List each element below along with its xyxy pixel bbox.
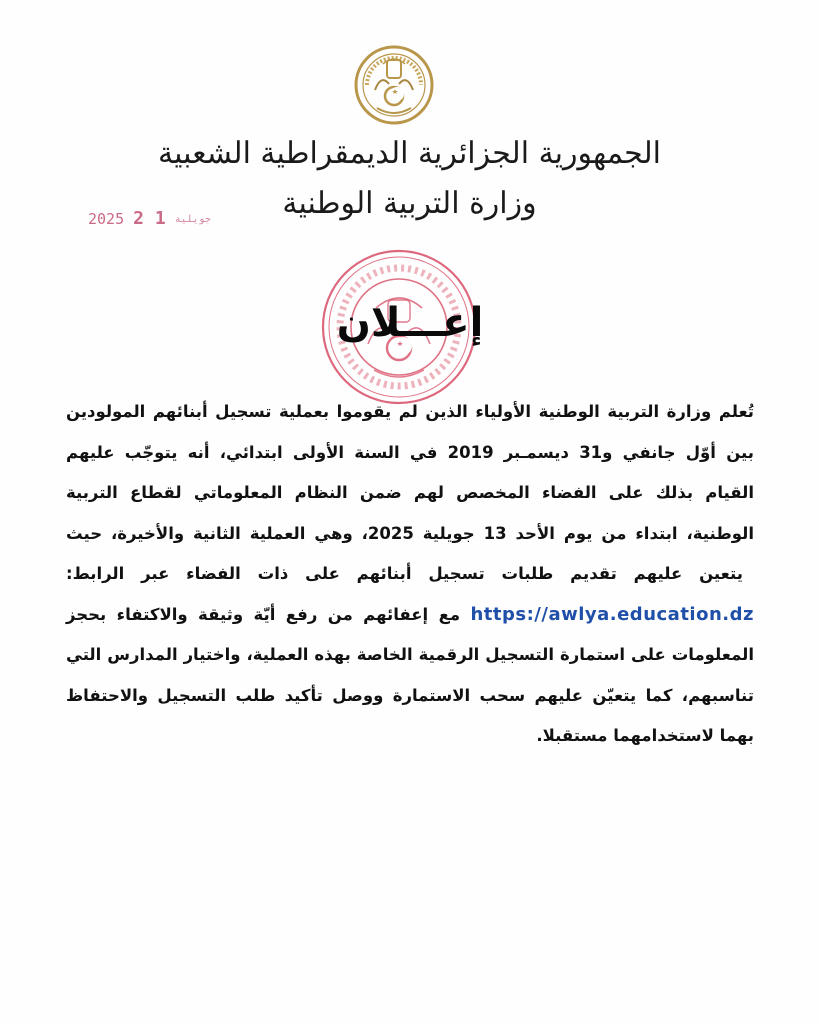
announcement-text-part-1: تُعلم وزارة التربية الوطنية الأولياء الذين لم يقوموا بعملية تسجيل أبنائهم المولودين بين أوّل جانفي و31 ديسمـبر 2019 في السنة الأولى ابتدائي، أنه يتوجّب عليهم القيام بذلك على الفضاء المخصص لهم ضمن النظام المعلوماتي لقطاع التربية الوطنية، ابتداء من يوم الأحد 13 جويلية 2025، وهي العملية الثانية والأخيرة، حيث يتعين عليهم تقديم طلبات تسجيل أبنائهم على ذات الفضاء عبر الرابط:: [66, 402, 754, 583]
announcement-title: إعـــلان: [336, 300, 484, 346]
date-stamp-day: 1 2: [133, 208, 166, 229]
date-stamp-month: جويلية: [174, 214, 211, 225]
national-seal-icon: [353, 42, 435, 128]
announcement-body: [66, 392, 754, 757]
republic-name: الجمهورية الجزائرية الديمقراطية الشعبية: [158, 136, 661, 171]
date-stamp-year: 2025: [88, 210, 125, 228]
announcement-text-part-2: مع إعفائهم من رفع أيّة وثيقة والاكتفاء بحجز المعلومات على استمارة التسجيل الرقمية الخاصة بهذه العملية، واختيار المدارس التي تناسبهم، كما يتعيّن عليهم سحب الاستمارة ووصل تأكيد طلب التسجيل والاحتفاظ بهما لاستخدامهما مستقبلا.: [66, 604, 754, 745]
date-stamp: [88, 208, 211, 229]
ministry-name: وزارة التربية الوطنية: [282, 186, 537, 221]
registration-link[interactable]: https://awlya.education.dz: [470, 603, 754, 625]
